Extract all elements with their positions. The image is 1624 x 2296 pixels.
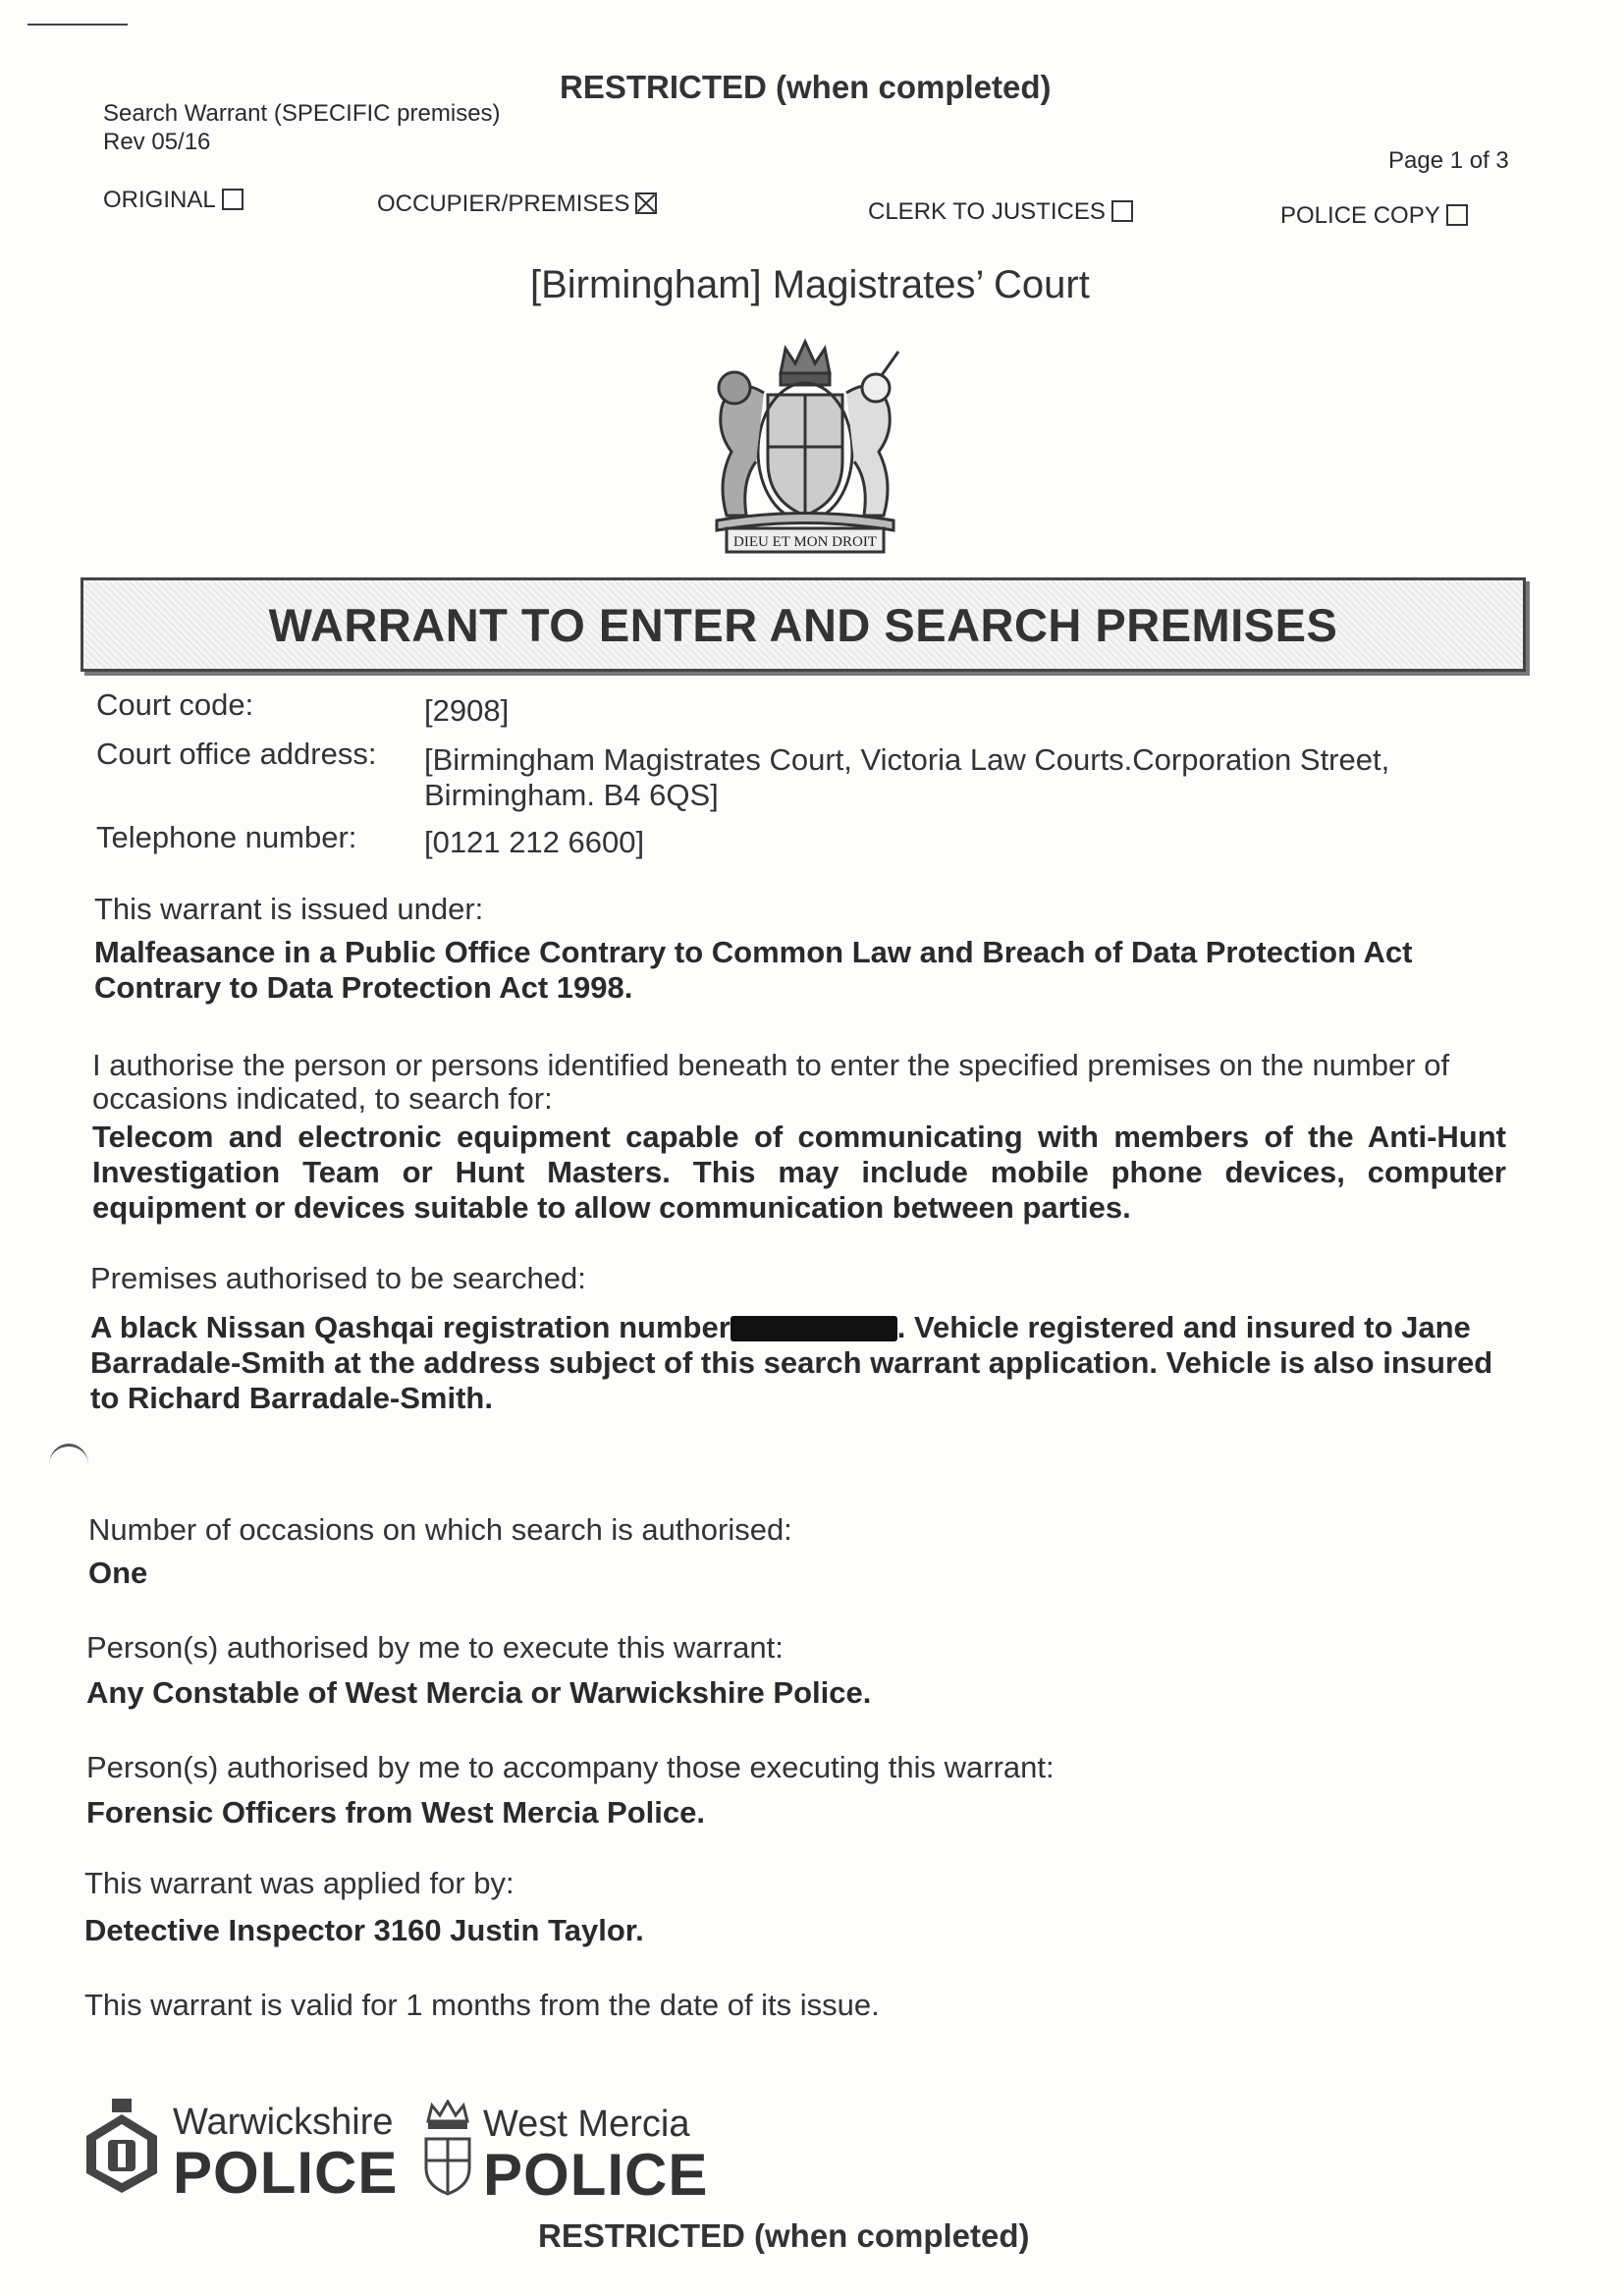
court-address-line2: Birmingham. B4 6QS]	[424, 778, 719, 812]
applied-by-label: This warrant was applied for by:	[84, 1866, 514, 1900]
restricted-header: RESTRICTED (when completed)	[560, 69, 1052, 105]
premises-label: Premises authorised to be searched:	[90, 1261, 586, 1295]
applied-by-value: Detective Inspector 3160 Justin Taylor.	[84, 1913, 644, 1947]
page-number: Page 1 of 3	[1388, 147, 1509, 174]
west-mercia-name: West Mercia	[483, 2104, 690, 2145]
court-address-label: Court office address:	[96, 737, 377, 771]
accompany-label: Person(s) authorised by me to accompany those executing this warrant:	[86, 1750, 1055, 1784]
court-code-label: Court code:	[96, 687, 254, 722]
occasions-label: Number of occasions on which search is authorised:	[88, 1512, 792, 1547]
copy-occupier-premises: OCCUPIER/PREMISES	[377, 191, 657, 218]
royal-coat-of-arms-icon	[687, 334, 923, 560]
validity-text: This warrant is valid for 1 months from the date of its issue.	[84, 1988, 880, 2022]
warrant-title-banner	[81, 577, 1526, 672]
execute-label: Person(s) authorised by me to execute this warrant:	[86, 1630, 784, 1665]
checkbox-original[interactable]	[222, 189, 244, 210]
west-mercia-police-word: POLICE	[483, 2142, 709, 2208]
authorise-label: I authorise the person or persons identified beneath to enter the specified premises on the number of occasions indicated, to search for:	[92, 1048, 1450, 1116]
telephone-label: Telephone number:	[96, 820, 357, 854]
checkbox-police-copy[interactable]	[1446, 204, 1468, 226]
checkbox-clerk-to-justices[interactable]	[1111, 200, 1133, 222]
warwickshire-name: Warwickshire	[173, 2102, 394, 2143]
telephone-value: [0121 212 6600]	[424, 825, 645, 859]
west-mercia-police-logo	[483, 2104, 709, 2208]
court-address-line1: [Birmingham Magistrates Court, Victoria Law Courts.Corporation Street,	[424, 742, 1390, 777]
restricted-footer: RESTRICTED (when completed)	[538, 2217, 1030, 2254]
copy-clerk-to-justices: CLERK TO JUSTICES	[868, 198, 1133, 226]
copy-original: ORIGINAL	[103, 187, 244, 214]
crest-motto: DIEU ET MON DROIT	[733, 534, 877, 550]
warrant-title: WARRANT TO ENTER AND SEARCH PREMISES	[268, 598, 1338, 651]
search-items-text: Telecom and electronic equipment capable of communicating with members of the Anti-Hunt Investigation Team or Hunt Masters. This may include mobile phone devices, computer equipment or devices suitable to allow communication between parties.	[92, 1120, 1506, 1225]
occasions-value: One	[88, 1556, 148, 1590]
court-title: [Birmingham] Magistrates’ Court	[530, 263, 1090, 306]
execute-value: Any Constable of West Mercia or Warwickshire Police.	[86, 1675, 872, 1710]
scan-mark	[27, 24, 128, 26]
court-code-value: [2908]	[424, 693, 510, 728]
checkbox-occupier-premises[interactable]	[635, 192, 657, 214]
copy-police: POLICE COPY	[1280, 202, 1468, 230]
accompany-value: Forensic Officers from West Mercia Police.	[86, 1795, 705, 1830]
warwickshire-police-badge-icon	[82, 2097, 161, 2195]
warwickshire-police-logo	[173, 2102, 399, 2206]
west-mercia-police-crest-icon	[420, 2100, 475, 2196]
premises-text: A black Nissan Qashqai registration number . Vehicle registered and insured to Jane Barradale-Smith at the address subject of this search warrant application. Vehicle is also insured to Richard Barradale-Smith.	[90, 1310, 1493, 1415]
redacted-registration	[731, 1316, 897, 1341]
form-revision: Rev 05/16	[103, 129, 211, 155]
scan-mark	[49, 1444, 88, 1486]
form-name: Search Warrant (SPECIFIC premises)	[103, 100, 501, 127]
issued-under-label: This warrant is issued under:	[94, 892, 484, 926]
issued-under-text: Malfeasance in a Public Office Contrary to Common Law and Breach of Data Protection Act Contrary to Data Protection Act 1998.	[94, 935, 1413, 1005]
warwickshire-police-word: POLICE	[173, 2140, 399, 2206]
